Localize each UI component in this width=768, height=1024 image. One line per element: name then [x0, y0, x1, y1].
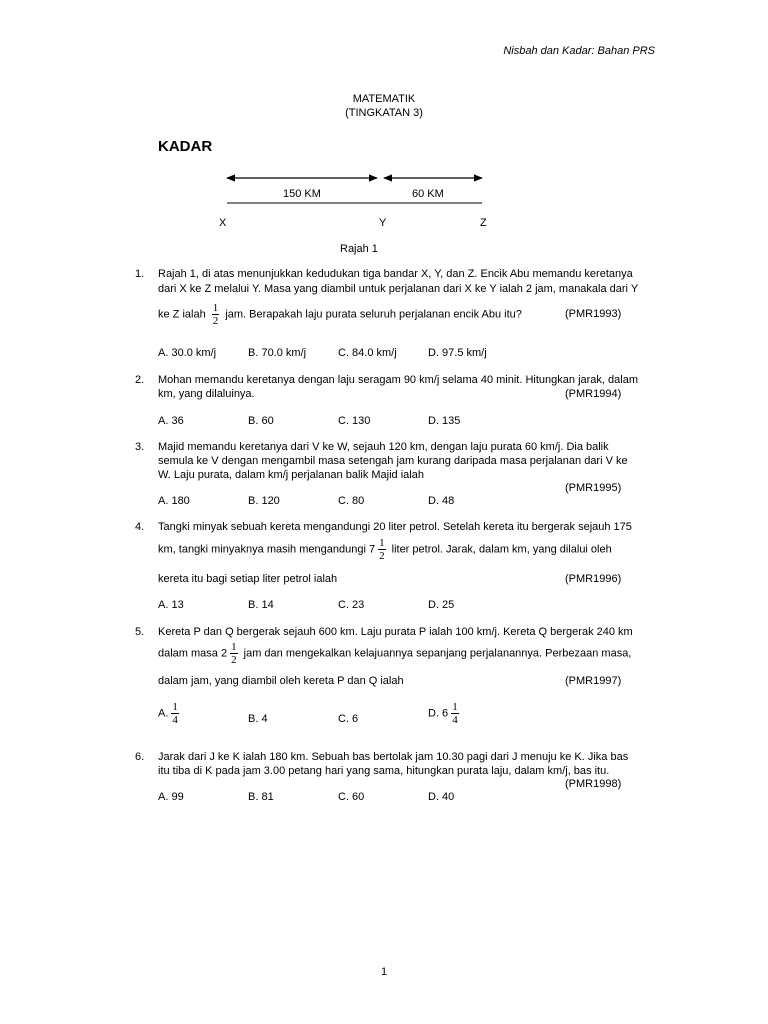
fraction-numerator: 1 — [231, 641, 237, 653]
fraction-numerator: 1 — [452, 701, 458, 713]
fraction — [230, 641, 238, 666]
answer-option[interactable] — [428, 701, 462, 726]
fraction-numerator: 1 — [212, 302, 219, 314]
exam-source: (PMR1994) — [565, 388, 622, 400]
question-text: dari X ke Z melalui Y. Masa yang diambil untuk perjalanan dari X ke Y ialah 2 jam, manakala dari Y — [158, 283, 639, 295]
question-text: Kereta P dan Q bergerak sejauh 600 km. Laju purata P ialah 100 km/j. Kereta Q bergerak 240 km — [158, 626, 633, 638]
fraction-denominator: 2 — [379, 550, 385, 562]
question-text: W. Laju purata, dalam km/j perjalanan balik Majid ialah — [158, 469, 424, 481]
point-y-label: Y — [379, 217, 387, 229]
exam-source: (PMR1997) — [565, 675, 622, 687]
answer-option[interactable]: B. 4 — [248, 713, 268, 725]
fraction-denominator: 2 — [231, 654, 237, 666]
diagram-caption: Rajah 1 — [340, 243, 378, 255]
fraction-numerator: 1 — [379, 537, 385, 549]
answer-option[interactable]: A. 36 — [158, 415, 184, 427]
answer-option[interactable]: A. 99 — [158, 791, 184, 803]
question-text: semula ke V dengan mengambil masa setengah jam kurang daripada masa perjalanan dari V ke — [158, 455, 628, 467]
option-label: D. 6 — [428, 707, 449, 720]
fraction-numerator: 1 — [172, 701, 178, 713]
fraction — [378, 537, 386, 562]
exam-source: (PMR1996) — [565, 573, 622, 585]
answer-option[interactable]: A. 30.0 km/j — [158, 347, 217, 359]
question-text: dalam jam, yang diambil oleh kereta P dan Q ialah — [158, 675, 404, 687]
answer-option[interactable]: C. 130 — [338, 415, 371, 427]
page-header: Nisbah dan Kadar: Bahan PRS — [503, 45, 655, 57]
fraction — [451, 701, 459, 726]
question-number: 6. — [135, 751, 145, 763]
answer-option[interactable]: B. 60 — [248, 415, 274, 427]
fraction — [171, 701, 179, 726]
question-text: dalam masa 2 — [158, 647, 228, 660]
question-text: Jarak dari J ke K ialah 180 km. Sebuah bas bertolak jam 10.30 pagi dari J menuju ke K. Jika bas — [158, 751, 629, 763]
question-text: Tangki minyak sebuah kereta mengandungi 20 liter petrol. Setelah kereta itu bergerak sejauh 175 — [158, 521, 632, 533]
exam-source: (PMR1995) — [565, 482, 622, 494]
question-text: ke Z ialah — [158, 308, 206, 321]
exam-source: (PMR1993) — [565, 308, 622, 320]
answer-option[interactable]: D. 135 — [428, 415, 461, 427]
question-number: 1. — [135, 268, 145, 280]
answer-option[interactable]: B. 120 — [248, 495, 280, 507]
question-number: 5. — [135, 626, 145, 638]
question-line-with-fraction — [158, 641, 631, 666]
subject-title: MATEMATIK — [352, 93, 416, 105]
question-text: itu tiba di K pada jam 3.00 petang hari yang sama, hitungkan purata laju, dalam km/j, bas itu. — [158, 765, 610, 777]
answer-option[interactable]: D. 48 — [428, 495, 455, 507]
answer-option[interactable]: D. 25 — [428, 599, 455, 611]
question-text: km, yang dilaluinya. — [158, 388, 255, 400]
question-line-with-fraction — [158, 302, 522, 327]
answer-option[interactable] — [158, 701, 182, 726]
distance-diagram — [0, 0, 768, 240]
answer-option[interactable]: C. 80 — [338, 495, 365, 507]
segment-label-150: 150 KM — [283, 188, 321, 200]
answer-option[interactable]: D. 97.5 km/j — [428, 347, 487, 359]
section-heading: KADAR — [158, 138, 213, 155]
fraction-denominator: 4 — [452, 714, 458, 726]
question-number: 2. — [135, 374, 145, 386]
page-number: 1 — [380, 966, 388, 978]
option-label: A. — [158, 707, 169, 720]
answer-option[interactable]: C. 60 — [338, 791, 365, 803]
question-text: km, tangki minyaknya masih mengandungi 7 — [158, 543, 376, 556]
question-text: liter petrol. Jarak, dalam km, yang dilalui oleh — [391, 543, 612, 556]
answer-option[interactable]: B. 70.0 km/j — [248, 347, 307, 359]
answer-option[interactable]: C. 6 — [338, 713, 359, 725]
answer-option[interactable]: C. 84.0 km/j — [338, 347, 397, 359]
point-z-label: Z — [480, 217, 487, 229]
answer-option[interactable]: C. 23 — [338, 599, 365, 611]
exam-source: (PMR1998) — [565, 778, 622, 790]
fraction — [212, 302, 220, 327]
question-line-with-fraction — [158, 537, 612, 562]
answer-option[interactable]: A. 180 — [158, 495, 190, 507]
answer-option[interactable]: B. 14 — [248, 599, 274, 611]
answer-option[interactable]: D. 40 — [428, 791, 455, 803]
question-text: Rajah 1, di atas menunjukkan kedudukan tiga bandar X, Y, dan Z. Encik Abu memandu keretanya — [158, 268, 633, 280]
question-text: jam. Berapakah laju purata seluruh perjalanan encik Abu itu? — [225, 308, 522, 321]
question-text: jam dan mengekalkan kelajuannya sepanjang perjalanannya. Perbezaan masa, — [243, 647, 632, 660]
answer-option[interactable]: B. 81 — [248, 791, 274, 803]
question-text: Mohan memandu keretanya dengan laju seragam 90 km/j selama 40 minit. Hitungkan jarak, dalam — [158, 374, 638, 386]
form-title: (TINGKATAN 3) — [345, 107, 423, 119]
answer-option[interactable]: A. 13 — [158, 599, 184, 611]
question-text: Majid memandu keretanya dari V ke W, sejauh 120 km, dengan laju purata 60 km/j. Dia balik — [158, 441, 609, 453]
fraction-denominator: 4 — [172, 714, 178, 726]
question-number: 3. — [135, 441, 145, 453]
point-x-label: X — [219, 217, 227, 229]
question-text: kereta itu bagi setiap liter petrol ialah — [158, 573, 338, 585]
segment-label-60: 60 KM — [412, 188, 444, 200]
question-number: 4. — [135, 521, 145, 533]
fraction-denominator: 2 — [212, 315, 219, 327]
